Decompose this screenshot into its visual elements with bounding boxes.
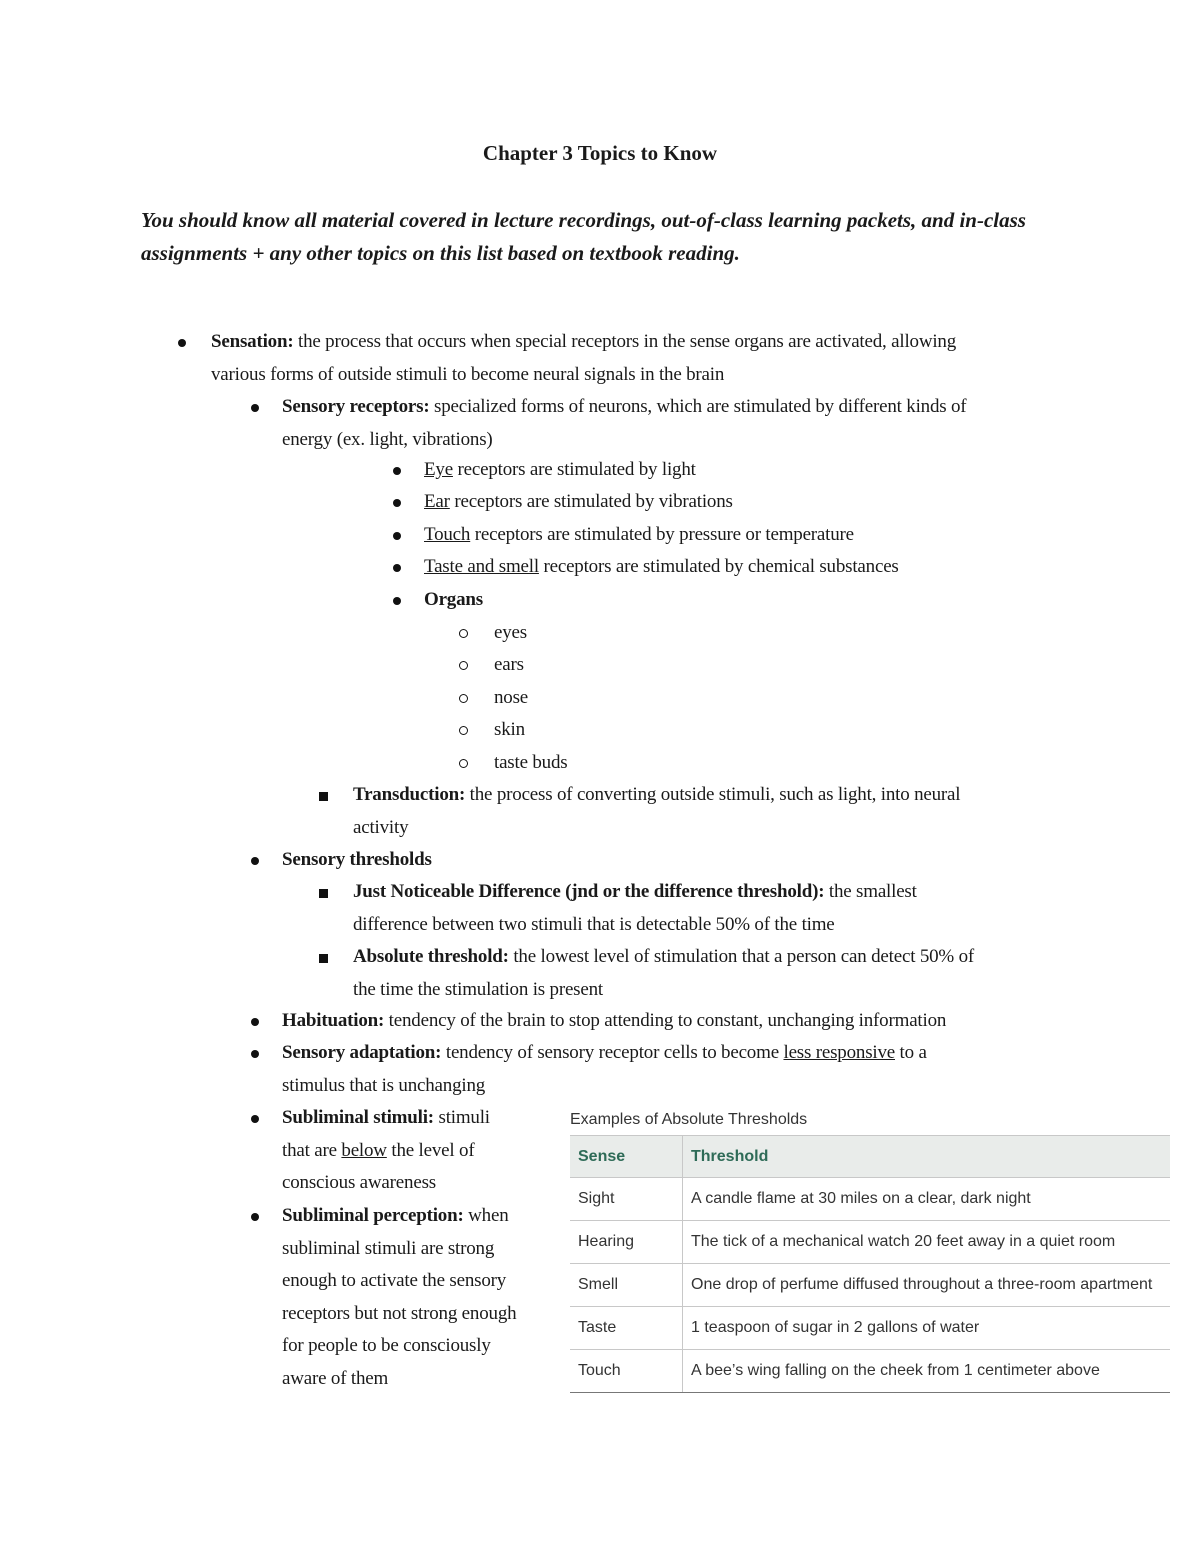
subliminal-stimuli-item xyxy=(282,1102,557,1200)
term: Subliminal stimuli: xyxy=(282,1107,434,1128)
bullet-icon xyxy=(251,1050,259,1058)
line: the level of xyxy=(386,1139,475,1161)
organs-label xyxy=(424,584,483,617)
receptor-example xyxy=(424,551,899,584)
receptor-example xyxy=(424,486,733,519)
table-row xyxy=(570,1350,1170,1393)
sensation-item xyxy=(211,326,1091,391)
table-row xyxy=(570,1307,1170,1350)
definition: the smallest xyxy=(824,881,917,902)
definition-cont: difference between two stimuli that is detectable 50% of the time xyxy=(353,913,835,935)
sensory-thresholds-item xyxy=(282,844,432,877)
table-row xyxy=(570,1178,1170,1221)
table-row xyxy=(570,1221,1170,1264)
term: Transduction: xyxy=(353,784,466,805)
definition-cont: the time the stimulation is present xyxy=(353,978,603,1000)
emphasis: less responsive xyxy=(783,1042,895,1063)
term: Sensory adaptation: xyxy=(282,1042,442,1063)
organs-heading: Organs xyxy=(424,589,483,610)
line: enough to activate the sensory xyxy=(282,1270,507,1291)
line: subliminal stimuli are strong xyxy=(282,1237,495,1259)
term: Absolute threshold: xyxy=(353,946,509,967)
threshold-cell: 1 teaspoon of sugar in 2 gallons of water xyxy=(683,1307,1171,1350)
bullet-icon xyxy=(393,532,401,540)
organ-item: nose xyxy=(494,687,529,708)
receptor-example xyxy=(424,454,696,487)
bullet-icon xyxy=(251,1115,259,1123)
organ-item: eyes xyxy=(494,622,527,643)
receptor-desc: receptors are stimulated by vibrations xyxy=(449,491,733,512)
circle-bullet-icon xyxy=(459,661,468,670)
definition: the process that occurs when special receptors in the sense organs are activated, allowing xyxy=(293,331,957,352)
table-header-row xyxy=(570,1136,1170,1178)
definition: stimuli xyxy=(433,1107,490,1128)
receptor-example xyxy=(424,519,854,552)
subliminal-perception-item xyxy=(282,1200,557,1395)
definition-cont: energy (ex. light, vibrations) xyxy=(282,428,493,450)
bullet-icon xyxy=(178,339,186,347)
organ-item: skin xyxy=(494,719,525,740)
receptor-key: Touch xyxy=(424,524,471,545)
absolute-threshold-item xyxy=(353,941,1073,1006)
absolute-thresholds-table xyxy=(570,1135,1170,1393)
square-bullet-icon xyxy=(319,792,328,801)
bullet-icon xyxy=(251,1018,259,1026)
threshold-cell: One drop of perfume diffused throughout a three-room apartment xyxy=(683,1264,1171,1307)
definition: tendency of sensory receptor cells to become xyxy=(441,1042,784,1063)
bullet-icon xyxy=(251,857,259,865)
term: Just Noticeable Difference (jnd or the difference threshold): xyxy=(353,881,825,902)
definition-cont: activity xyxy=(353,816,409,838)
sense-cell: Smell xyxy=(570,1264,683,1307)
sensory-adaptation-item xyxy=(282,1037,1082,1102)
threshold-cell: A candle flame at 30 miles on a clear, dark night xyxy=(683,1178,1171,1221)
bullet-icon xyxy=(393,597,401,605)
emphasis: below xyxy=(341,1139,387,1161)
jnd-item xyxy=(353,876,1073,941)
square-bullet-icon xyxy=(319,954,328,963)
definition: the lowest level of stimulation that a person can detect 50% of xyxy=(508,946,975,967)
term: Sensory thresholds xyxy=(282,849,432,870)
square-bullet-icon xyxy=(319,889,328,898)
organ-item: taste buds xyxy=(494,752,568,773)
receptor-key: Ear xyxy=(424,491,450,512)
column-header-sense: Sense xyxy=(570,1136,683,1178)
line: aware of them xyxy=(282,1367,389,1389)
circle-bullet-icon xyxy=(459,629,468,638)
definition: the process of converting outside stimuli, such as light, into neural xyxy=(465,784,961,805)
receptor-desc: receptors are stimulated by light xyxy=(452,459,696,480)
receptor-desc: receptors are stimulated by pressure or temperature xyxy=(470,524,854,545)
line: for people to be consciously xyxy=(282,1335,491,1356)
circle-bullet-icon xyxy=(459,759,468,768)
bullet-icon xyxy=(393,564,401,572)
line: receptors but not strong enough xyxy=(282,1302,517,1324)
table-caption: Examples of Absolute Thresholds xyxy=(570,1111,808,1128)
definition: specialized forms of neurons, which are stimulated by different kinds of xyxy=(429,396,967,417)
line: that are xyxy=(282,1139,342,1161)
sense-cell: Taste xyxy=(570,1307,683,1350)
sense-cell: Hearing xyxy=(570,1221,683,1264)
habituation-item xyxy=(282,1005,1082,1038)
intro-paragraph: You should know all material covered in lecture recordings, out-of-class learning packets, and in-class assignments + any other topics on this list based on textbook reading. xyxy=(141,208,1026,265)
receptor-desc: receptors are stimulated by chemical substances xyxy=(538,556,899,577)
definition: tendency of the brain to stop attending to constant, unchanging information xyxy=(384,1010,947,1031)
transduction-item xyxy=(353,779,1073,844)
sensory-receptors-item xyxy=(282,391,1082,456)
sense-cell: Sight xyxy=(570,1178,683,1221)
organ-item: ears xyxy=(494,654,524,675)
definition-end: to a xyxy=(895,1042,927,1063)
column-header-threshold: Threshold xyxy=(683,1136,1171,1178)
term: Sensory receptors: xyxy=(282,396,430,417)
definition: when xyxy=(463,1205,509,1226)
circle-bullet-icon xyxy=(459,726,468,735)
term: Habituation: xyxy=(282,1010,385,1031)
page-title: Chapter 3 Topics to Know xyxy=(482,141,718,165)
definition-cont: various forms of outside stimuli to become neural signals in the brain xyxy=(211,363,725,385)
receptor-key: Taste and smell xyxy=(424,556,539,577)
definition-cont: stimulus that is unchanging xyxy=(282,1074,486,1096)
bullet-icon xyxy=(251,404,259,412)
term: Sensation: xyxy=(211,331,294,352)
threshold-cell: A bee’s wing falling on the cheek from 1 centimeter above xyxy=(683,1350,1171,1393)
threshold-cell: The tick of a mechanical watch 20 feet away in a quiet room xyxy=(683,1221,1171,1264)
table-row xyxy=(570,1264,1170,1307)
bullet-icon xyxy=(251,1213,259,1221)
sense-cell: Touch xyxy=(570,1350,683,1393)
line: conscious awareness xyxy=(282,1172,436,1193)
bullet-icon xyxy=(393,499,401,507)
circle-bullet-icon xyxy=(459,694,468,703)
receptor-key: Eye xyxy=(424,459,453,480)
bullet-icon xyxy=(393,467,401,475)
term: Subliminal perception: xyxy=(282,1205,464,1226)
